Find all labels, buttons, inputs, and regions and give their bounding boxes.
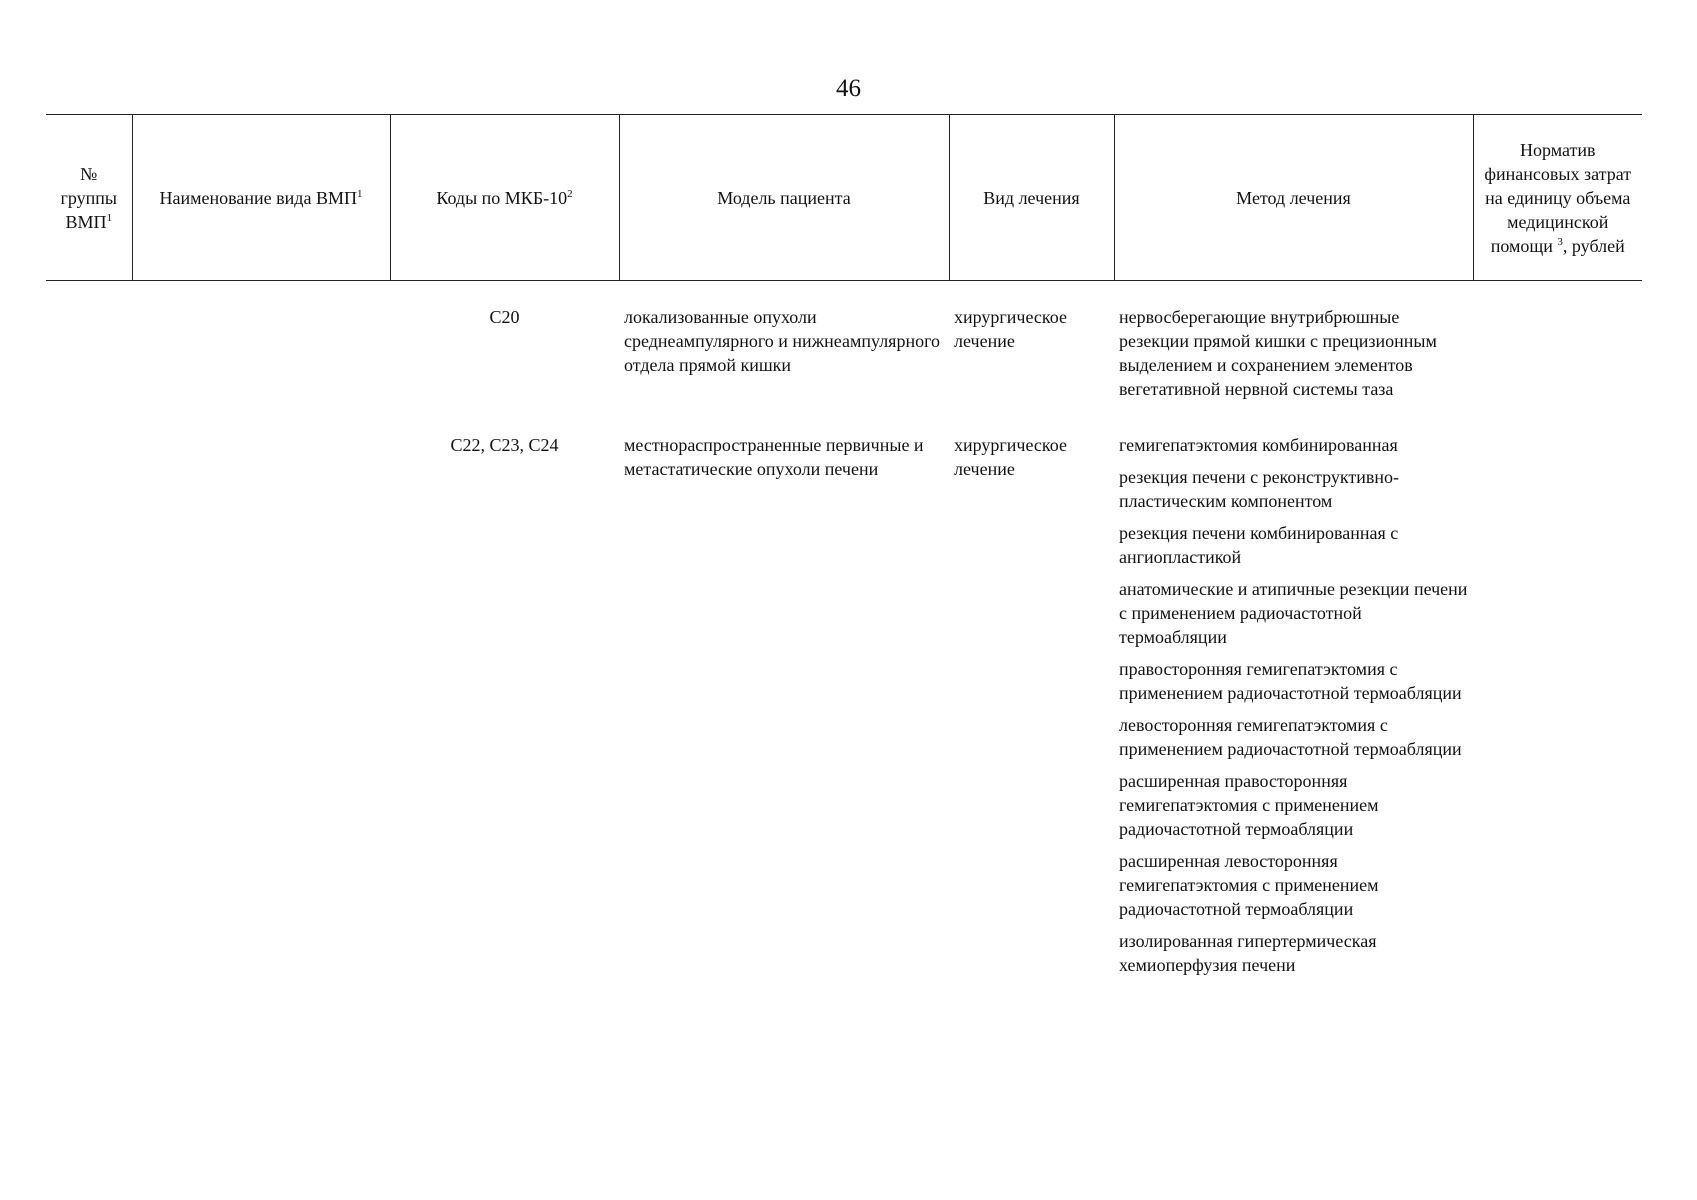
header-group-no: № группы ВМП$^1$ [46,115,132,281]
table-spacer [46,281,1642,306]
method-item: анатомические и атипичные резекции печени с применением радиочастотной термоабляции [1119,579,1468,647]
method-item: правосторонняя гемигепатэктомия с применением радиочастотной термоабляции [1119,659,1462,703]
header-patient-model: Модель пациента [619,115,949,281]
cell-name [132,433,390,977]
header-treatment-type: Вид лечения [949,115,1114,281]
method-item: расширенная левосторонняя гемигепатэктомия с применением радиочастотной термоабляции [1119,851,1379,919]
cell-treatment-type: хирургическое лечение [954,307,1067,351]
cell-patient-model: локализованные опухоли среднеампулярного и нижнеампулярного отдела прямой кишки [624,307,941,375]
method-item: изолированная гипертермическая хемиоперфузия печени [1119,931,1377,975]
cell-treatment-type: хирургическое лечение [954,435,1067,479]
table-row [46,305,1642,433]
cell-cost [1473,305,1642,433]
method-item: левосторонняя гемигепатэктомия с применением радиочастотной термоабляции [1119,715,1462,759]
cell-name [132,305,390,433]
page-number: 46 [836,75,861,102]
header-name: Наименование вида ВМП$^1$ [132,115,390,281]
vmp-table [46,114,1642,977]
table-row [46,433,1642,977]
header-codes: Коды по МКБ-$10^2$ [390,115,619,281]
cell-code: C22, C23, C24 [450,435,559,455]
method-item: резекция печени с реконструктивно-пластическим компонентом [1119,467,1399,511]
method-item: резекция печени комбинированная с ангиопластикой [1119,523,1399,567]
method-item: расширенная правосторонняя гемигепатэктомия с применением радиочастотной термоабляции [1119,771,1379,839]
cell-method [1114,433,1473,977]
cell-patient-model: местнораспространенные первичные и метастатические опухоли печени [624,435,924,479]
table-header-row [46,115,1642,281]
cell-cost [1473,433,1642,977]
method-item: нервосберегающие внутрибрюшные резекции прямой кишки с прецизионным выделением и сохранением элементов вегетативной нервной системы таза [1119,307,1437,399]
cell-group-no [46,305,132,433]
cell-group-no [46,433,132,977]
method-item: гемигепатэктомия комбинированная [1119,435,1398,455]
cell-method [1114,305,1473,433]
header-method: Метод лечения [1114,115,1473,281]
header-cost-norm: Норматив финансовых затрат на единицу объема медицинской помощи $^3$, рублей [1473,115,1642,281]
cell-code: C20 [489,307,520,327]
